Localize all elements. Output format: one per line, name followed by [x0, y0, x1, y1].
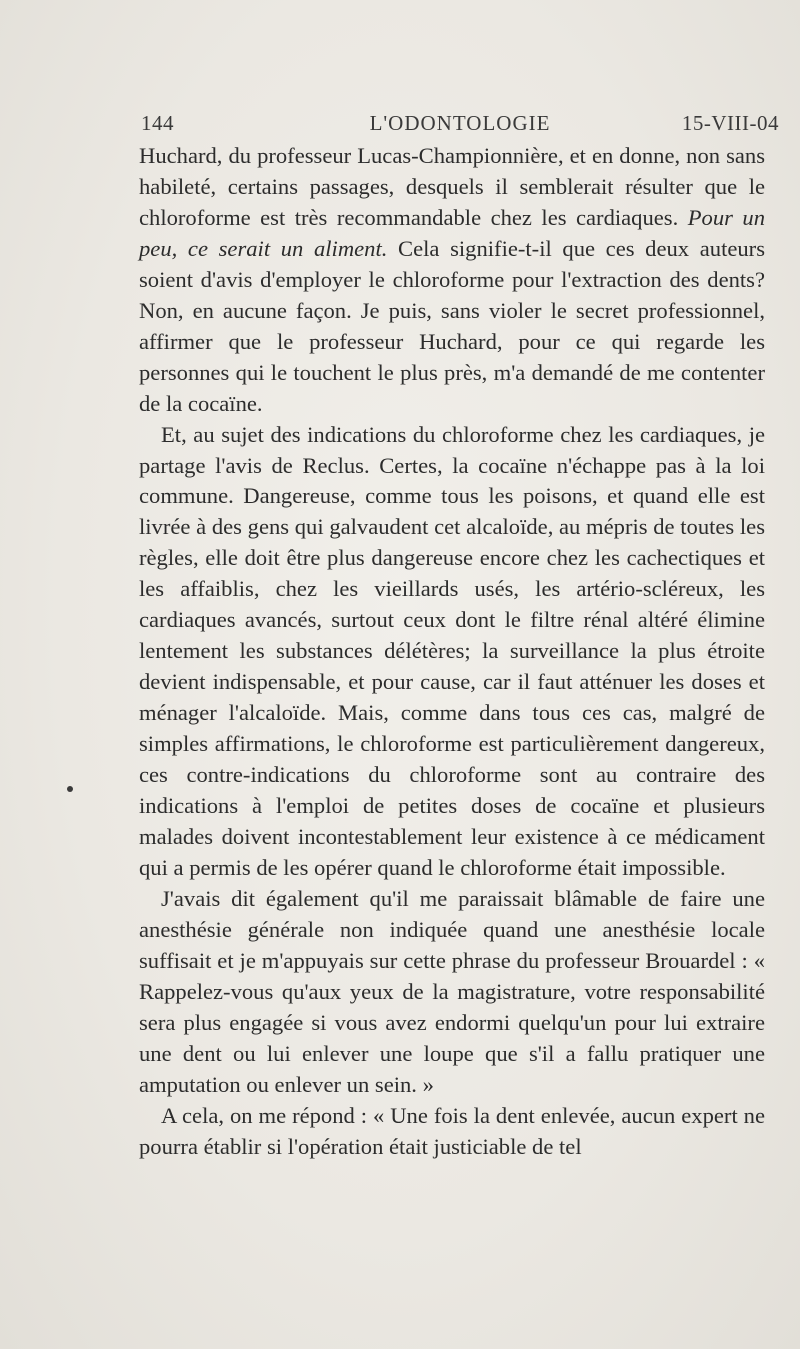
page-number: 144 — [141, 111, 174, 135]
paragraph: Et, au sujet des indications du chloroforme chez les cardiaques, je partage l'avis de Reclus. Certes, la cocaïne n'échappe pas à la loi commune. Dangereuse, comme tous les poisons, et quand elle est livrée à des gens qui galvaudent cet alcaloïde, au mépris de toutes les règles, elle doit être plus dangereuse encore chez les cachectiques et les affaiblis, chez les vieillards usés, les artério-scléreux, les cardiaques avancés, surtout ceux dont le filtre rénal altéré élimine lentement les substances délétères; la surveillance la plus étroite devient indispensable, et pour cause, car il faut atténuer les doses et ménager l'alcaloïde. Mais, comme dans tous ces cas, malgré de simples affirmations, le chloroforme est particulièrement dangereux, ces contre-indications du chloroforme sont au contraire des indications à l'emploi de petites doses de cocaïne et plusieurs malades doivent incontestablement leur existence à ce médicament qui a permis de les opérer quand le chloroforme était impossible. — [139, 421, 765, 880]
issue-date: 15-VIII-04 — [681, 111, 779, 135]
paragraph: A cela, on me répond : « Une fois la dent enlevée, aucun expert ne pourra établir si l'opération était justiciable de tel — [139, 1102, 765, 1159]
running-header — [141, 111, 779, 139]
paragraph-text: Cela signifie-t-il que ces deux auteurs soient d'avis d'employer le chloroforme pour l'extraction des dents? Non, en aucune façon. Je puis, sans violer le secret professionnel, affirmer que le professeur Huchard, pour ce qui regarde les personnes qui le touchent le plus près, m'a demandé de me contenter de la cocaïne. — [139, 235, 765, 416]
journal-title: L'ODONTOLOGIE — [369, 111, 551, 135]
italic-phrase: Pour un peu, ce serait un aliment. — [139, 204, 765, 261]
paragraph-continued — [139, 141, 765, 420]
page-body — [139, 141, 765, 1162]
ink-speck — [67, 786, 73, 792]
paragraph-text: Huchard, du professeur Lucas-Championnière, et en donne, non sans habileté, certains passages, desquels il semblerait résulter que le chloroforme est très recommandable chez les cardiaques. — [139, 143, 765, 230]
paragraph: J'avais dit également qu'il me paraissait blâmable de faire une anesthésie générale non indiquée quand une anesthésie locale suffisait et je m'appuyais sur cette phrase du professeur Brouardel : « Rappelez-vous qu'aux yeux de la magistrature, votre responsabilité sera plus engagée si vous avez endormi quelqu'un pour lui extraire une dent ou lui enlever une loupe que s'il a fallu pratiquer une amputation ou enlever un sein. » — [139, 885, 765, 1097]
